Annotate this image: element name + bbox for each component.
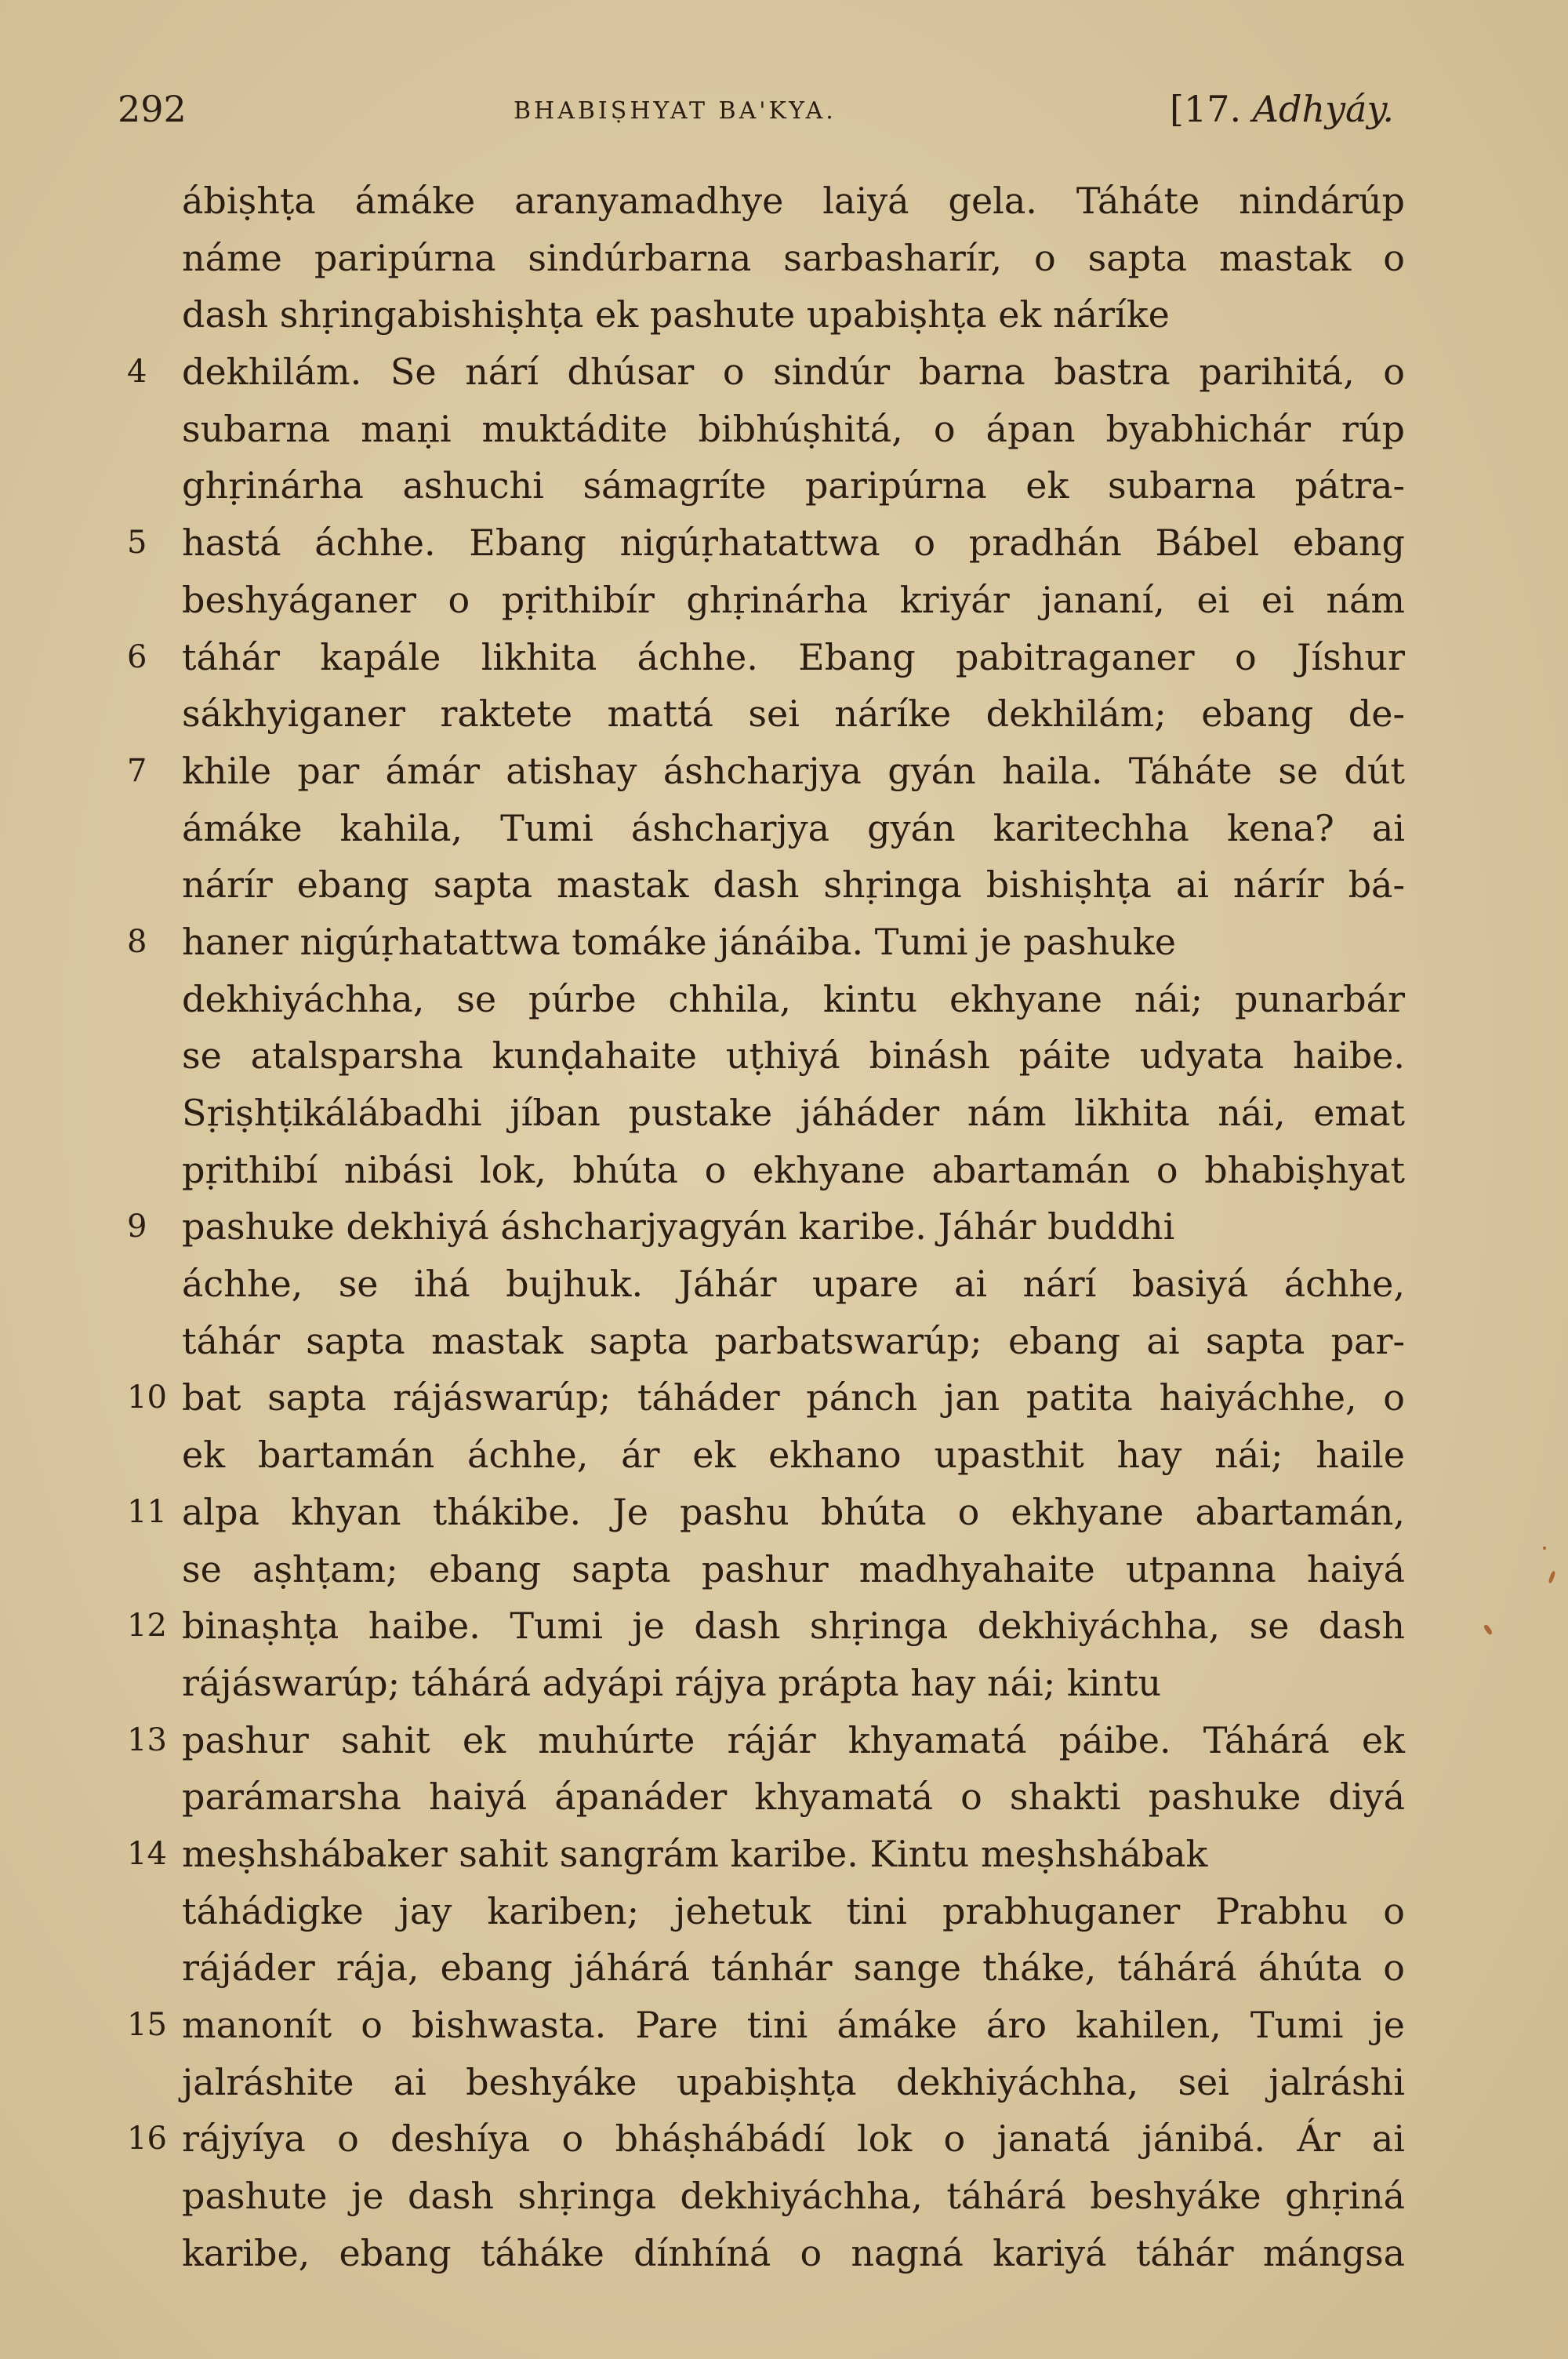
text-line	[182, 1768, 1405, 1826]
line-text: ek bartamán áchhe, ár ek ekhano upasthit hay nái; haile	[182, 1434, 1405, 1477]
text-line	[182, 856, 1405, 914]
body-text	[127, 173, 1405, 2281]
line-text: táhádigke jay kariben; jehetuk tini prabhuganer Prabhu o	[182, 1889, 1405, 1932]
line-text: rájáswarúp; táhárá adyápi rájya prápta hay nái; kintu	[182, 1661, 1162, 1704]
line-text: haner nigúṛhatattwa tomáke jánáiba. Tumi je pashuke	[182, 920, 1176, 963]
line-text: ámáke kahila, Tumi áshcharjya gyán karitechha kena? ai	[182, 806, 1405, 849]
paper-speck	[1548, 1571, 1555, 1584]
text-line	[127, 1712, 1405, 1769]
text-line	[182, 1256, 1405, 1313]
text-line	[127, 514, 1405, 572]
text-line	[127, 343, 1405, 401]
text-line	[182, 1027, 1405, 1085]
text-line	[127, 629, 1405, 686]
line-text: beshyáganer o pṛithibír ghṛinárha kriyár jananí, ei ei nám	[182, 578, 1405, 621]
line-text: se aṣhṭam; ebang sapta pashur madhyahaite utpanna haiyá	[182, 1547, 1405, 1590]
verse-number: 11	[127, 1493, 167, 1530]
line-text: pashuke dekhiyá áshcharjyagyán karibe. Jáhár buddhi	[182, 1205, 1175, 1249]
verse-number: 9	[127, 1209, 147, 1245]
line-text: alpa khyan thákibe. Je pashu bhúta o ekhyane abartamán,	[182, 1490, 1405, 1533]
text-line	[127, 1826, 1405, 1883]
text-line	[182, 685, 1405, 743]
text-line	[182, 2168, 1405, 2225]
text-line	[182, 1541, 1405, 1598]
chapter-reference	[1170, 88, 1394, 130]
line-text: meṣhshábaker sahit sangrám karibe. Kintu meṣhshábak	[182, 1832, 1208, 1875]
text-line	[182, 173, 1405, 230]
line-text: dekhiyáchha, se púrbe chhila, kintu ekhyane nái; punarbár	[182, 977, 1405, 1020]
line-text: pashute je dash shṛinga dekhiyáchha, táhárá beshyáke ghṛiná	[182, 2175, 1405, 2218]
line-text: karibe, ebang táháke dínhíná o nagná kariyá táhár mángsa	[182, 2231, 1405, 2274]
text-line	[127, 743, 1405, 800]
page-number: 292	[118, 88, 187, 130]
text-line	[182, 2225, 1405, 2282]
line-text: parámarsha haiyá ápanáder khyamatá o shakti pashuke diyá	[182, 1776, 1405, 1819]
text-line	[127, 2110, 1405, 2168]
line-text: sákhyiganer raktete mattá sei náríke dekhilám; ebang de-	[182, 692, 1405, 736]
chapter-label: Adhyáy.	[1252, 88, 1394, 130]
line-text: ghṛinárha ashuchi sámagríte paripúrna ek subarna pátra-	[182, 464, 1405, 507]
verse-number: 12	[127, 1608, 167, 1645]
line-text: táhár sapta mastak sapta parbatswarúp; ebang ai sapta par-	[182, 1319, 1405, 1362]
verse-number: 7	[127, 752, 147, 789]
line-text: Sṛiṣhṭikálábadhi jíban pustake jáháder nám likhita nái, emat	[182, 1092, 1405, 1134]
line-text: náme paripúrna sindúrbarna sarbasharír, o sapta mastak o	[182, 236, 1405, 279]
text-line	[182, 286, 1405, 343]
text-line	[182, 971, 1405, 1028]
chapter-number: [17.	[1170, 88, 1242, 130]
text-line	[182, 457, 1405, 514]
verse-number: 4	[127, 354, 147, 391]
line-text: táhár kapále likhita áchhe. Ebang pabitraganer o Jíshur	[182, 635, 1405, 678]
text-line	[127, 1598, 1405, 1655]
text-line	[182, 1883, 1405, 1940]
line-text: hastá áchhe. Ebang nigúṛhatattwa o pradhán Bábel ebang	[182, 522, 1405, 565]
text-line	[182, 1313, 1405, 1370]
running-head	[118, 88, 1394, 135]
text-line	[182, 401, 1405, 458]
text-line	[182, 1142, 1405, 1199]
text-line	[182, 1427, 1405, 1484]
text-line	[127, 1198, 1405, 1256]
verse-number: 14	[127, 1835, 167, 1872]
line-text: pashur sahit ek muhúrte rájár khyamatá páibe. Táhárá ek	[182, 1718, 1405, 1761]
line-text: binaṣhṭa haibe. Tumi je dash shṛinga dekhiyáchha, se dash	[182, 1605, 1405, 1648]
line-text: manonít o bishwasta. Pare tini ámáke áro kahilen, Tumi je	[182, 2004, 1405, 2046]
text-line	[127, 1484, 1405, 1541]
line-text: dash shṛingabishiṣhṭa ek pashute upabiṣhṭa ek náríke	[182, 293, 1170, 336]
text-line	[182, 800, 1405, 857]
text-line	[127, 914, 1405, 971]
text-line	[182, 572, 1405, 629]
line-text: khile par ámár atishay áshcharjya gyán haila. Táháte se dút	[182, 749, 1405, 792]
line-text: nárír ebang sapta mastak dash shṛinga bishiṣhṭa ai nárír bá-	[182, 863, 1405, 907]
line-text: dekhilám. Se nárí dhúsar o sindúr barna bastra parihitá, o	[182, 351, 1405, 394]
line-text: áchhe, se ihá bujhuk. Jáhár upare ai nárí basiyá áchhe,	[182, 1263, 1405, 1306]
line-text: rájáder rája, ebang jáhárá tánhár sange tháke, táhárá áhúta o	[182, 1946, 1405, 1990]
text-line	[182, 1655, 1405, 1712]
line-text: rájyíya o deshíya o bháṣhábádí lok o janatá jánibá. Ár ai	[182, 2117, 1405, 2161]
paper-speck	[1543, 1547, 1546, 1550]
verse-number: 5	[127, 525, 147, 562]
running-title: BHABIṢHYAT BA'KYA.	[514, 97, 837, 125]
verse-number: 15	[127, 2007, 167, 2043]
line-text: jalráshite ai beshyáke upabiṣhṭa dekhiyáchha, sei jalráshi	[182, 2060, 1405, 2103]
verse-number: 8	[127, 923, 147, 960]
line-text: bat sapta rájáswarúp; táháder pánch jan patita haiyáchhe, o	[182, 1376, 1405, 1419]
verse-number: 10	[127, 1379, 167, 1416]
verse-number: 16	[127, 2121, 167, 2157]
line-text: ábiṣhṭa ámáke aranyamadhye laiyá gela. Táháte nindárúp	[182, 180, 1405, 222]
paper-speck	[1483, 1624, 1494, 1636]
verse-number: 13	[127, 1721, 167, 1758]
text-line	[127, 1369, 1405, 1427]
verse-number: 6	[127, 638, 147, 675]
text-line	[127, 1997, 1405, 2054]
line-text: subarna maṇi muktádite bibhúṣhitá, o ápan byabhichár rúp	[182, 407, 1405, 450]
text-line	[182, 1939, 1405, 1997]
text-line	[182, 230, 1405, 287]
text-line	[182, 2054, 1405, 2111]
text-line	[182, 1085, 1405, 1142]
line-text: se atalsparsha kunḍahaite uṭhiyá binásh páite udyata haibe.	[182, 1034, 1405, 1078]
line-text: pṛithibí nibási lok, bhúta o ekhyane abartamán o bhabiṣhyat	[182, 1148, 1405, 1191]
